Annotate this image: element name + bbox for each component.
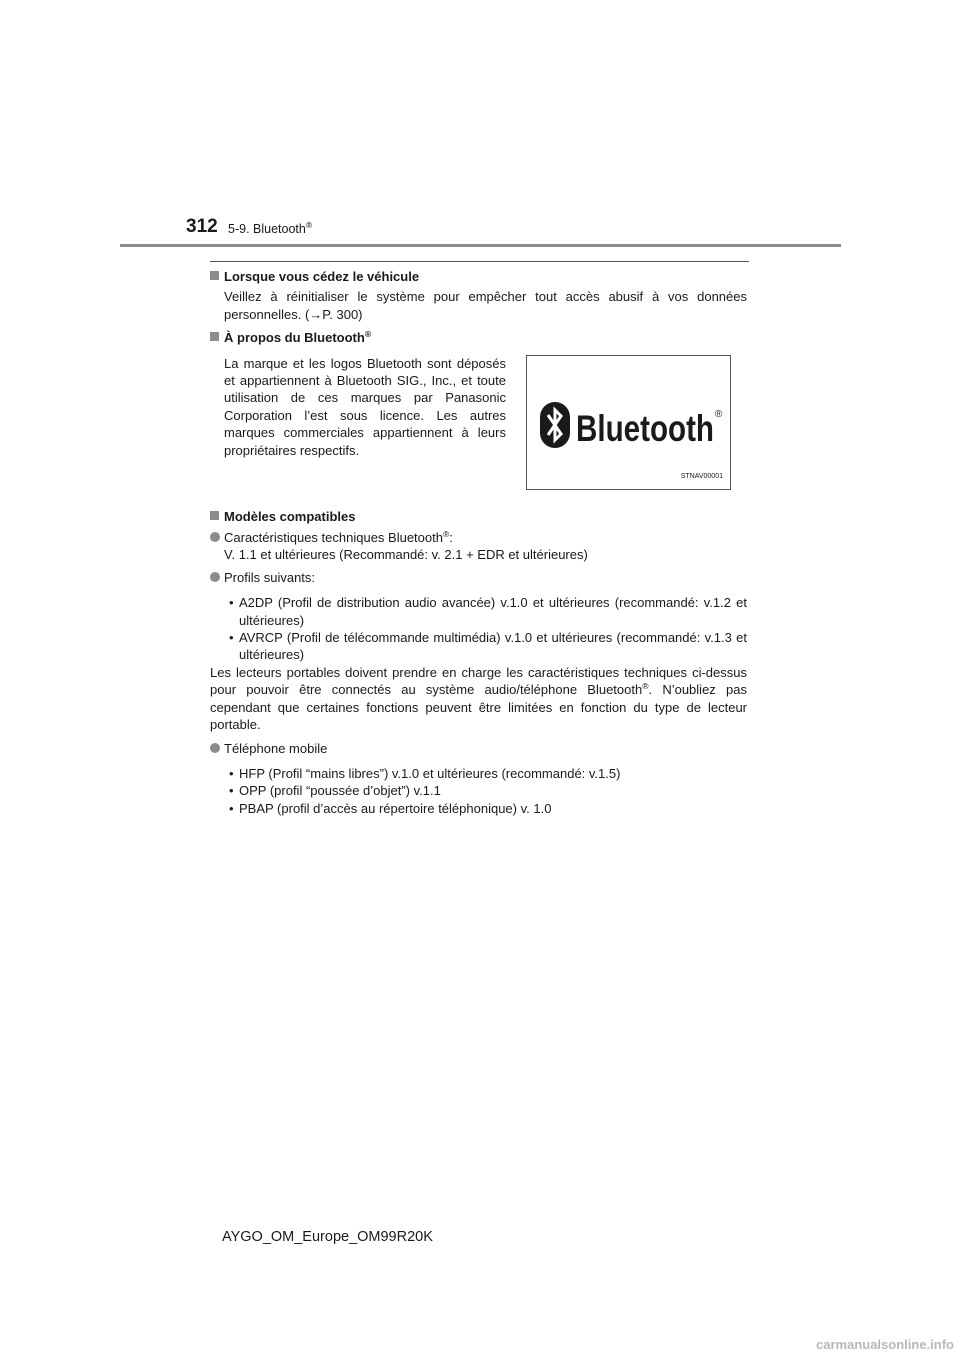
note-part-a: Les lecteurs portables doivent prendre en charge les caractéristiques techniques ci-dessus pour pouvoir être connectés au système audio/téléphone Bluetooth [210, 664, 747, 698]
profile-a2dp: A2DP (Profil de distribution audio avancée) v.1.0 et ultérieures (recommandé: v.1.2 et ultérieures) [239, 595, 747, 628]
list-item: • PBAP (profil d’accès au répertoire téléphonique) v. 1.0 [229, 800, 552, 816]
watermark: carmanualsonline.info [734, 1332, 960, 1358]
bluetooth-logo [539, 401, 725, 451]
phone-profiles-list [210, 765, 747, 817]
bluetooth-logo-text: Bluetooth [576, 407, 714, 449]
spec-label: Caractéristiques techniques Bluetooth [224, 530, 443, 546]
heading-selling-text: Lorsque vous cédez le véhicule [224, 269, 420, 284]
round-bullet-icon [210, 532, 220, 542]
page-number: 312 [186, 216, 218, 237]
profiles-list [210, 594, 747, 664]
phone-profile-pbap: PBAP (profil d’accès au répertoire téléphonique) v. 1.0 [239, 800, 552, 816]
about-text: La marque et les logos Bluetooth sont déposés et appartiennent à Bluetooth SIG., Inc., et toute utilisation de ces marques par Panasonic Corporation l’est sous licence. Les autres marques commerciales appartiennent à leurs propriétaires respectifs. [224, 355, 506, 458]
phone-profile-opp: OPP (profil “poussée d’objet”) v.1.1 [239, 783, 441, 799]
bluetooth-icon [540, 402, 570, 448]
section-title [228, 222, 312, 236]
note-sup: ® [642, 681, 649, 692]
section-title-text: 5-9. Bluetooth [228, 222, 306, 236]
header-rule [120, 244, 841, 247]
about-row [210, 355, 747, 505]
phone-item [210, 740, 747, 757]
list-item: • OPP (profil “poussée d’objet”) v.1.1 [229, 783, 441, 799]
heading-models-text: Modèles compatibles [224, 508, 356, 524]
heading-about-sup: ® [364, 329, 372, 340]
round-bullet-icon [210, 572, 220, 582]
content-top-rule [210, 261, 749, 262]
round-bullet-icon [210, 743, 220, 753]
heading-models [210, 508, 747, 525]
spec-value: V. 1.1 et ultérieures (Recommandé: v. 2.1 + EDR et ultérieures) [224, 547, 588, 563]
page-content [210, 268, 747, 817]
footer-doc-code: AYGO_OM_Europe_OM99R20K [222, 1229, 433, 1245]
phone-label: Téléphone mobile [224, 740, 328, 756]
portable-note [210, 664, 747, 734]
heading-selling [210, 268, 747, 285]
section-title-sup: ® [305, 220, 313, 230]
profiles-item [210, 569, 747, 586]
list-item: • HFP (Profil “mains libres”) v.1.0 et ultérieures (recommandé: v.1.5) [229, 765, 621, 781]
spec-sup: ® [442, 529, 450, 540]
square-bullet-icon [210, 511, 219, 520]
spec-item [210, 529, 747, 564]
spec-colon: : [449, 530, 453, 546]
figure-code: STNAV00001 [680, 473, 723, 481]
heading-about [210, 329, 747, 346]
bluetooth-logo-reg: ® [715, 408, 723, 420]
profiles-label: Profils suivants: [224, 569, 316, 585]
heading-about-text: À propos du Bluetooth [224, 330, 365, 346]
square-bullet-icon [210, 271, 219, 280]
selling-text: Veillez à réinitialiser le système pour empêcher tout accès abusif à vos données personnelles. (→P. 300) [224, 289, 747, 322]
square-bullet-icon [210, 332, 219, 341]
profile-avrcp: AVRCP (Profil de télécommande multimédia) v.1.0 et ultérieures (recommandé: v.1.3 et ultérieures) [239, 630, 747, 663]
phone-profile-hfp: HFP (Profil “mains libres”) v.1.0 et ultérieures (recommandé: v.1.5) [239, 765, 621, 781]
list-item: • A2DP (Profil de distribution audio avancée) v.1.0 et ultérieures (recommandé: v.1.2 et ultérieures) [229, 595, 747, 628]
list-item: • AVRCP (Profil de télécommande multimédia) v.1.0 et ultérieures (recommandé: v.1.3 et ultérieures) [229, 630, 747, 663]
note-part-b: . N’oubliez pas cependant que certaines fonctions peuvent être limitées en fonction du type de lecteur portable. [210, 682, 747, 733]
bluetooth-logo-figure [526, 355, 731, 490]
